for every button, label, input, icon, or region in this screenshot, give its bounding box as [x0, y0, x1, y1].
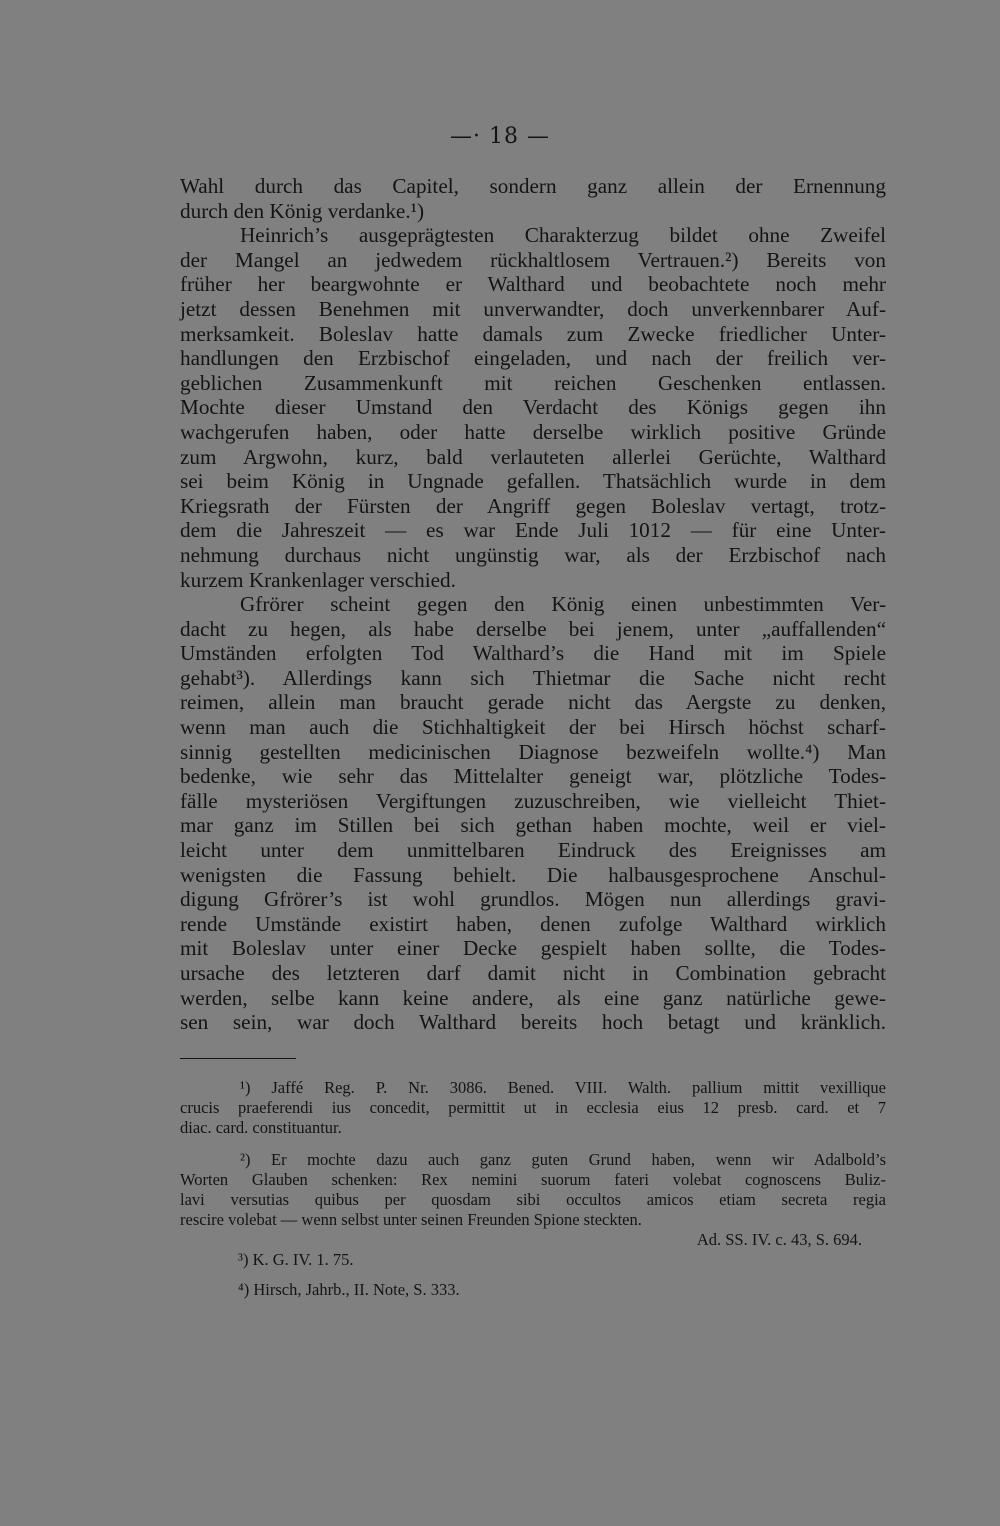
footnote-line: diac. card. constituantur.	[180, 1118, 342, 1137]
text-line: geblichen Zusammenkunft mit reichen Geschenken entlassen.	[180, 370, 886, 395]
text-line: jetzt dessen Benehmen mit unverwandter, doch unverkennbarer Auf-	[180, 296, 886, 321]
text-line: digung Gfrörer’s ist wohl grundlos. Mögen nun allerdings gravi-	[180, 887, 886, 912]
text-line: durch den König verdanke.¹)	[180, 198, 425, 223]
text-line: Heinrich’s ausgeprägtesten Charakterzug bildet ohne Zweifel	[240, 223, 886, 248]
text-line: ursache des letzteren darf damit nicht in Combination gebracht	[180, 961, 886, 985]
footnote-line: ²) Er mochte dazu auch ganz guten Grund haben, wenn wir Adalbold’s	[240, 1150, 886, 1169]
text-line: Kriegsrath der Fürsten der Angriff gegen Boleslav vertagt, trotz-	[180, 493, 886, 518]
text-line: wachgerufen haben, oder hatte derselbe wirklich positive Gründe	[180, 419, 886, 444]
text-line: werden, selbe kann keine andere, als eine ganz natürliche gewe-	[180, 985, 886, 1010]
text-line: leicht unter dem unmittelbaren Eindruck des Ereignisses am	[180, 838, 886, 863]
text-line: reimen, allein man braucht gerade nicht das Aergste zu denken,	[180, 690, 886, 715]
text-line: handlungen den Erzbischof eingeladen, und nach der freilich ver-	[180, 346, 886, 371]
text-line: kurzem Krankenlager verschied.	[180, 567, 456, 592]
footnote-1	[180, 1078, 886, 1138]
footnotes	[180, 1078, 886, 1300]
footnote-line: crucis praeferendi ius concedit, permittit ut in ecclesia eius 12 presb. card. et 7	[180, 1098, 886, 1117]
footnote-3: ³) K. G. IV. 1. 75.	[238, 1250, 354, 1269]
text-line: zum Argwohn, kurz, bald verlauteten allerlei Gerüchte, Walthard	[180, 444, 886, 469]
text-line: sei beim König in Ungnade gefallen. Thatsächlich wurde in dem	[180, 469, 886, 494]
text-line: fälle mysteriösen Vergiftungen zuzuschreiben, wie vielleicht Thiet-	[180, 788, 886, 813]
text-line: der Mangel an jedwedem rückhaltlosem Vertrauen.²) Bereits von	[180, 247, 886, 272]
text-line: merksamkeit. Boleslav hatte damals zum Zwecke friedlicher Unter-	[180, 321, 886, 346]
text-line: Gfrörer scheint gegen den König einen unbestimmten Ver-	[240, 592, 886, 617]
text-line: Mochte dieser Umstand den Verdacht des Königs gegen ihn	[180, 395, 886, 420]
text-line: bedenke, wie sehr das Mittelalter geneigt war, plötzliche Todes-	[180, 764, 886, 789]
text-line: mit Boleslav unter einer Decke gespielt haben sollte, die Todes-	[180, 936, 886, 961]
text-line: sen sein, war doch Walthard bereits hoch betagt und kränklich.	[180, 1010, 886, 1035]
footnote-2-source: Ad. SS. IV. c. 43, S. 694.	[696, 1230, 862, 1249]
footnote-4: ⁴) Hirsch, Jahrb., II. Note, S. 333.	[238, 1280, 460, 1299]
text-line: Wahl durch das Capitel, sondern ganz allein der Ernennung	[180, 174, 886, 198]
footnote-line: Worten Glauben schenken: Rex nemini suorum fateri volebat cognoscens Buliz-	[180, 1170, 886, 1189]
text-line: dem die Jahreszeit — es war Ende Juli 1012 — für eine Unter-	[180, 518, 886, 543]
text-line: Umständen erfolgten Tod Walthard’s die Hand mit im Spiele	[180, 641, 886, 666]
footnote-2	[180, 1150, 886, 1230]
text-line: gehabt³). Allerdings kann sich Thietmar die Sache nicht recht	[180, 665, 886, 690]
text-line: sinnig gestellten medicinischen Diagnose bezweifeln wollte.⁴) Man	[180, 739, 886, 764]
footnote-spacer	[180, 1138, 886, 1150]
text-line: dacht zu hegen, als habe derselbe bei jenem, unter „auffallenden“	[180, 616, 886, 641]
footnote-line: rescire volebat — wenn selbst unter seinen Freunden Spione steckten.	[180, 1210, 642, 1229]
footnote-line: ¹) Jaffé Reg. P. Nr. 3086. Bened. VIII. Walth. pallium mittit vexillique	[240, 1078, 886, 1097]
page-number: —· 18 —	[450, 124, 550, 149]
body-text	[180, 174, 886, 1035]
text-line: mar ganz im Stillen bei sich gethan haben mochte, weil er viel-	[180, 813, 886, 838]
text-line: rende Umstände existirt haben, denen zufolge Walthard wirklich	[180, 911, 886, 936]
text-line: nehmung durchaus nicht ungünstig war, als der Erzbischof nach	[180, 542, 886, 567]
footnote-line: lavi versutias quibus per quosdam sibi occultos amicos etiam secreta regia	[180, 1190, 886, 1209]
footnote-divider	[180, 1058, 296, 1059]
text-line: wenn man auch die Stichhaltigkeit der bei Hirsch höchst scharf-	[180, 715, 886, 740]
text-line: früher her beargwohnte er Walthard und beobachtete noch mehr	[180, 272, 886, 297]
text-line: wenigsten die Fassung behielt. Die halbausgesprochene Anschul-	[180, 862, 886, 887]
